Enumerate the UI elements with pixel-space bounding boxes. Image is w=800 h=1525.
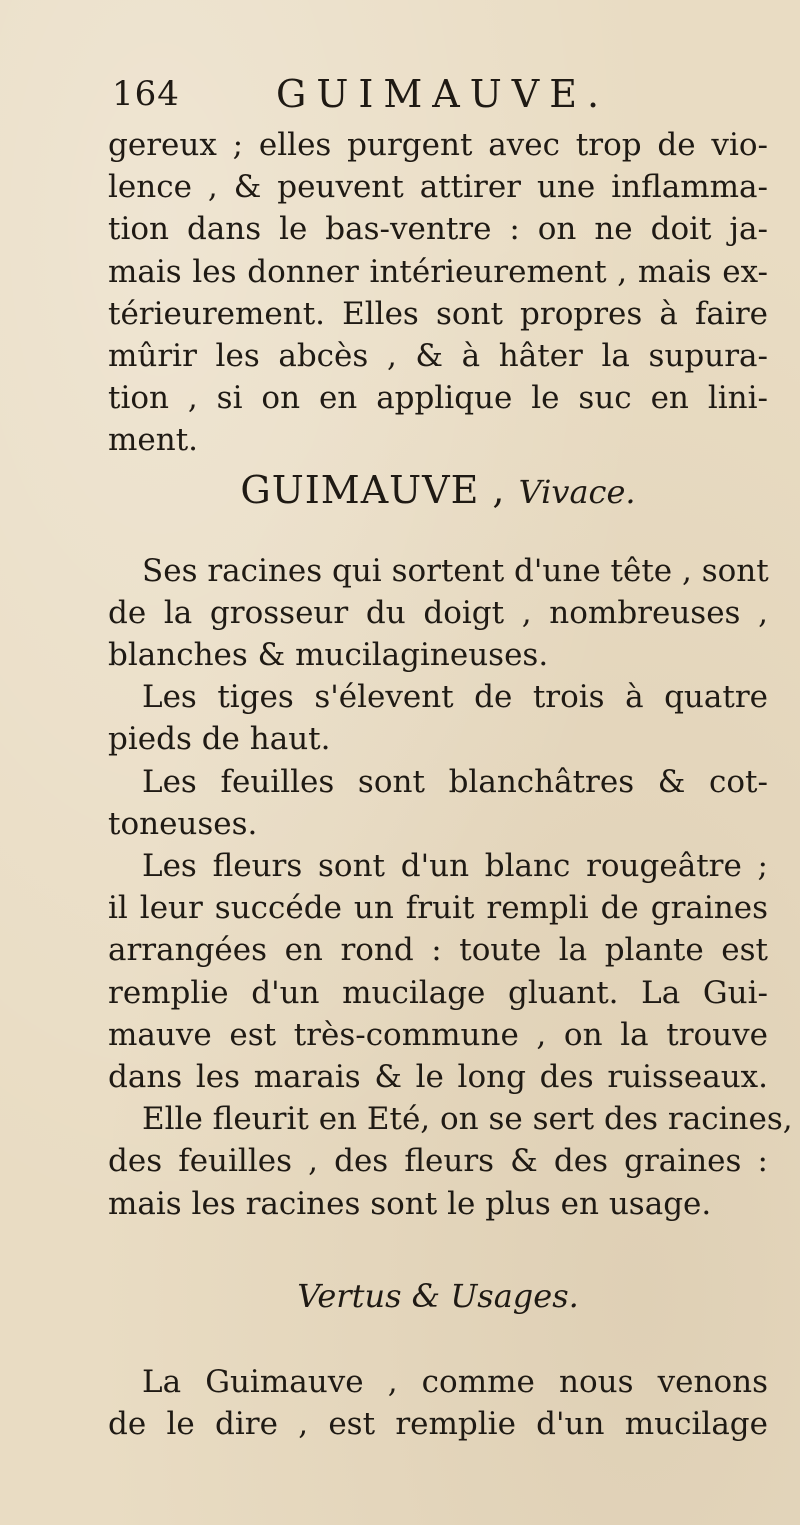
closing-paragraph [108,1361,768,1445]
text-line: il leur succéde un fruit rempli de graines [108,890,768,927]
text-line: Les tiges s'élevent de trois à quatre [142,679,768,716]
text-line: pieds de haut. [108,721,331,758]
text-line: arrangées en rond : toute la plante est [108,932,768,969]
text-line: La Guimauve , comme nous venons [142,1363,768,1400]
text-line: mais les racines sont le plus en usage. [108,1185,712,1222]
book-page [108,68,793,1445]
text-line: de la grosseur du doigt , nombreuses , [108,594,768,631]
text-line: Les feuilles sont blanchâtres & cot- [142,763,768,800]
page-number: 164 [112,74,180,114]
text-line: Elle fleurit en Eté, on se sert des racines, [142,1101,793,1138]
section-title [108,468,768,512]
text-line: blanches & mucilagineuses. [108,637,549,674]
text-line: dans les marais & le long des ruisseaux. [108,1059,768,1096]
description-paragraph-leaves [108,761,768,845]
text-line: toneuses. [108,805,258,842]
text-line: térieurement. Elles sont propres à faire [108,295,768,332]
section-title-sub: Vivace. [518,472,636,511]
text-line: remplie d'un mucilage gluant. La Gui- [108,974,768,1011]
text-line: de le dire , est remplie d'un mucilage [108,1406,768,1443]
text-line: des feuilles , des fleurs & des graines : [108,1143,768,1180]
section-title-main: GUIMAUVE , [240,467,506,512]
intro-paragraph [108,124,768,462]
text-line: tion , si on en applique le suc en lini- [108,380,768,417]
text-line: mais les donner intérieurement , mais ex- [108,253,768,290]
text-line: lence , & peuvent attirer une inflamma- [108,169,768,206]
text-line: mauve est très-commune , on la trouve [108,1016,768,1053]
description-paragraph-stems [108,676,768,760]
text-line: Les fleurs sont d'un blanc rougeâtre ; [142,848,768,885]
virtues-heading: Vertus & Usages. [297,1276,579,1315]
text-line: tion dans le bas-ventre : on ne doit ja- [108,211,768,248]
page-header [108,68,768,124]
running-head: GUIMAUVE. [276,72,610,116]
text-line: ment. [108,422,199,459]
text-line: Ses racines qui sortent d'une tête , sont [142,552,769,589]
description-paragraph-roots [108,550,768,677]
description-paragraph-flowers [108,845,793,1225]
text-line: gereux ; elles purgent avec trop de vio- [108,127,768,163]
text-line: mûrir les abcès , & à hâter la supura- [108,338,768,375]
